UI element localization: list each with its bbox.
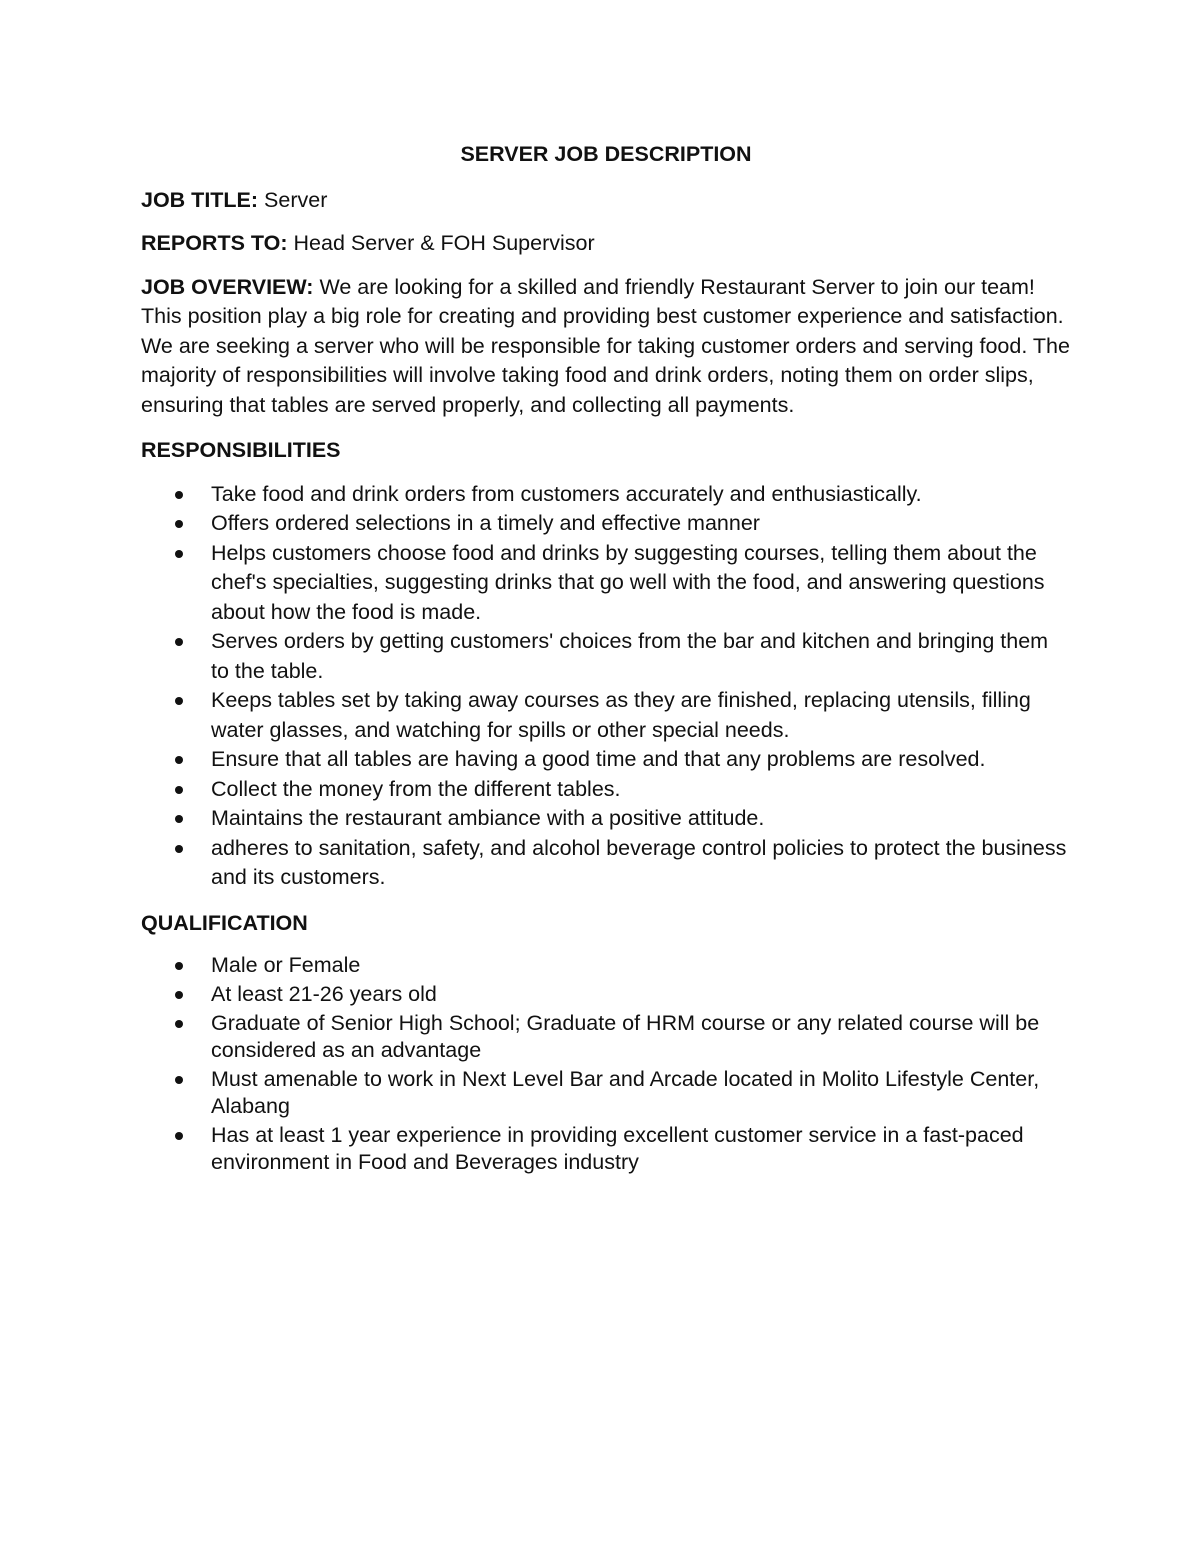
job-title-label: JOB TITLE: (141, 187, 259, 212)
list-item (141, 1122, 1071, 1176)
qualification-text: Male or Female (211, 953, 361, 977)
responsibility-text: Maintains the restaurant ambiance with a positive attitude. (211, 806, 765, 830)
qualification-heading: QUALIFICATION (141, 910, 308, 935)
qualification-text: At least 21-26 years old (211, 982, 437, 1006)
list-item (141, 775, 1071, 805)
list-item (141, 1066, 1071, 1120)
list-item (141, 686, 1071, 745)
bullet-icon (175, 1132, 183, 1140)
qualification-text: Graduate of Senior High School; Graduate of HRM course or any related course will be considered as an advantage (211, 1011, 1040, 1062)
qualification-text: Has at least 1 year experience in providing excellent customer service in a fast-paced environment in Food and Beverages industry (211, 1123, 1024, 1174)
reports-to-field (141, 229, 1071, 259)
qualification-text: Must amenable to work in Next Level Bar and Arcade located in Molito Lifestyle Center, Alabang (211, 1067, 1040, 1118)
responsibility-text: Take food and drink orders from customers accurately and enthusiastically. (211, 481, 922, 506)
responsibility-text: Collect the money from the different tables. (211, 776, 621, 801)
responsibility-text: adheres to sanitation, safety, and alcohol beverage control policies to protect the business and its customers. (211, 835, 1067, 889)
reports-to-value: Head Server & FOH Supervisor (293, 231, 595, 255)
bullet-icon (175, 550, 183, 558)
list-item (141, 1010, 1071, 1064)
bullet-icon (175, 638, 183, 646)
responsibility-text: Helps customers choose food and drinks by suggesting courses, telling them about the chef's specialties, suggesting drinks that go well with the food, and answering questions about how the food is made. (211, 540, 1045, 624)
list-item (141, 509, 1071, 539)
bullet-icon (175, 1076, 183, 1084)
responsibilities-heading: RESPONSIBILITIES (141, 438, 341, 462)
bullet-icon (175, 1020, 183, 1028)
list-item (141, 834, 1071, 893)
document-title: SERVER JOB DESCRIPTION (460, 142, 752, 166)
job-overview-label: JOB OVERVIEW: (141, 274, 314, 299)
job-title-value: Server (264, 187, 328, 212)
list-item (141, 981, 1071, 1008)
bullet-icon (175, 962, 183, 970)
bullet-icon (175, 520, 183, 528)
job-title-field (141, 186, 1071, 216)
list-item (141, 480, 1071, 510)
job-overview-text: We are looking for a skilled and friendly Restaurant Server to join our team! This position play a big role for creating and providing best customer experience and satisfaction. We are seeking a server who will be responsible for taking customer orders and serving food. The majority of responsibilities will involve taking food and drink orders, noting them on order slips, ensuring that tables are served properly, and collecting all payments. (141, 274, 1070, 417)
responsibility-text: Ensure that all tables are having a good time and that any problems are resolved. (211, 747, 986, 771)
list-item (141, 952, 1071, 979)
document-page (141, 140, 1071, 1176)
bullet-icon (175, 991, 183, 999)
job-overview-field (141, 273, 1071, 421)
list-item (141, 627, 1071, 686)
responsibilities-list (141, 480, 1071, 893)
bullet-icon (175, 845, 183, 853)
bullet-icon (175, 697, 183, 705)
responsibility-text: Offers ordered selections in a timely and effective manner (211, 511, 760, 535)
qualification-list (141, 952, 1071, 1176)
list-item (141, 539, 1071, 628)
reports-to-label: REPORTS TO: (141, 231, 288, 255)
bullet-icon (175, 756, 183, 764)
responsibility-text: Serves orders by getting customers' choices from the bar and kitchen and bringing them to the table. (211, 629, 1049, 683)
bullet-icon (175, 491, 183, 499)
list-item (141, 745, 1071, 775)
list-item (141, 804, 1071, 834)
bullet-icon (175, 786, 183, 794)
bullet-icon (175, 815, 183, 823)
responsibility-text: Keeps tables set by taking away courses as they are finished, replacing utensils, filling water glasses, and watching for spills or other special needs. (211, 688, 1031, 742)
